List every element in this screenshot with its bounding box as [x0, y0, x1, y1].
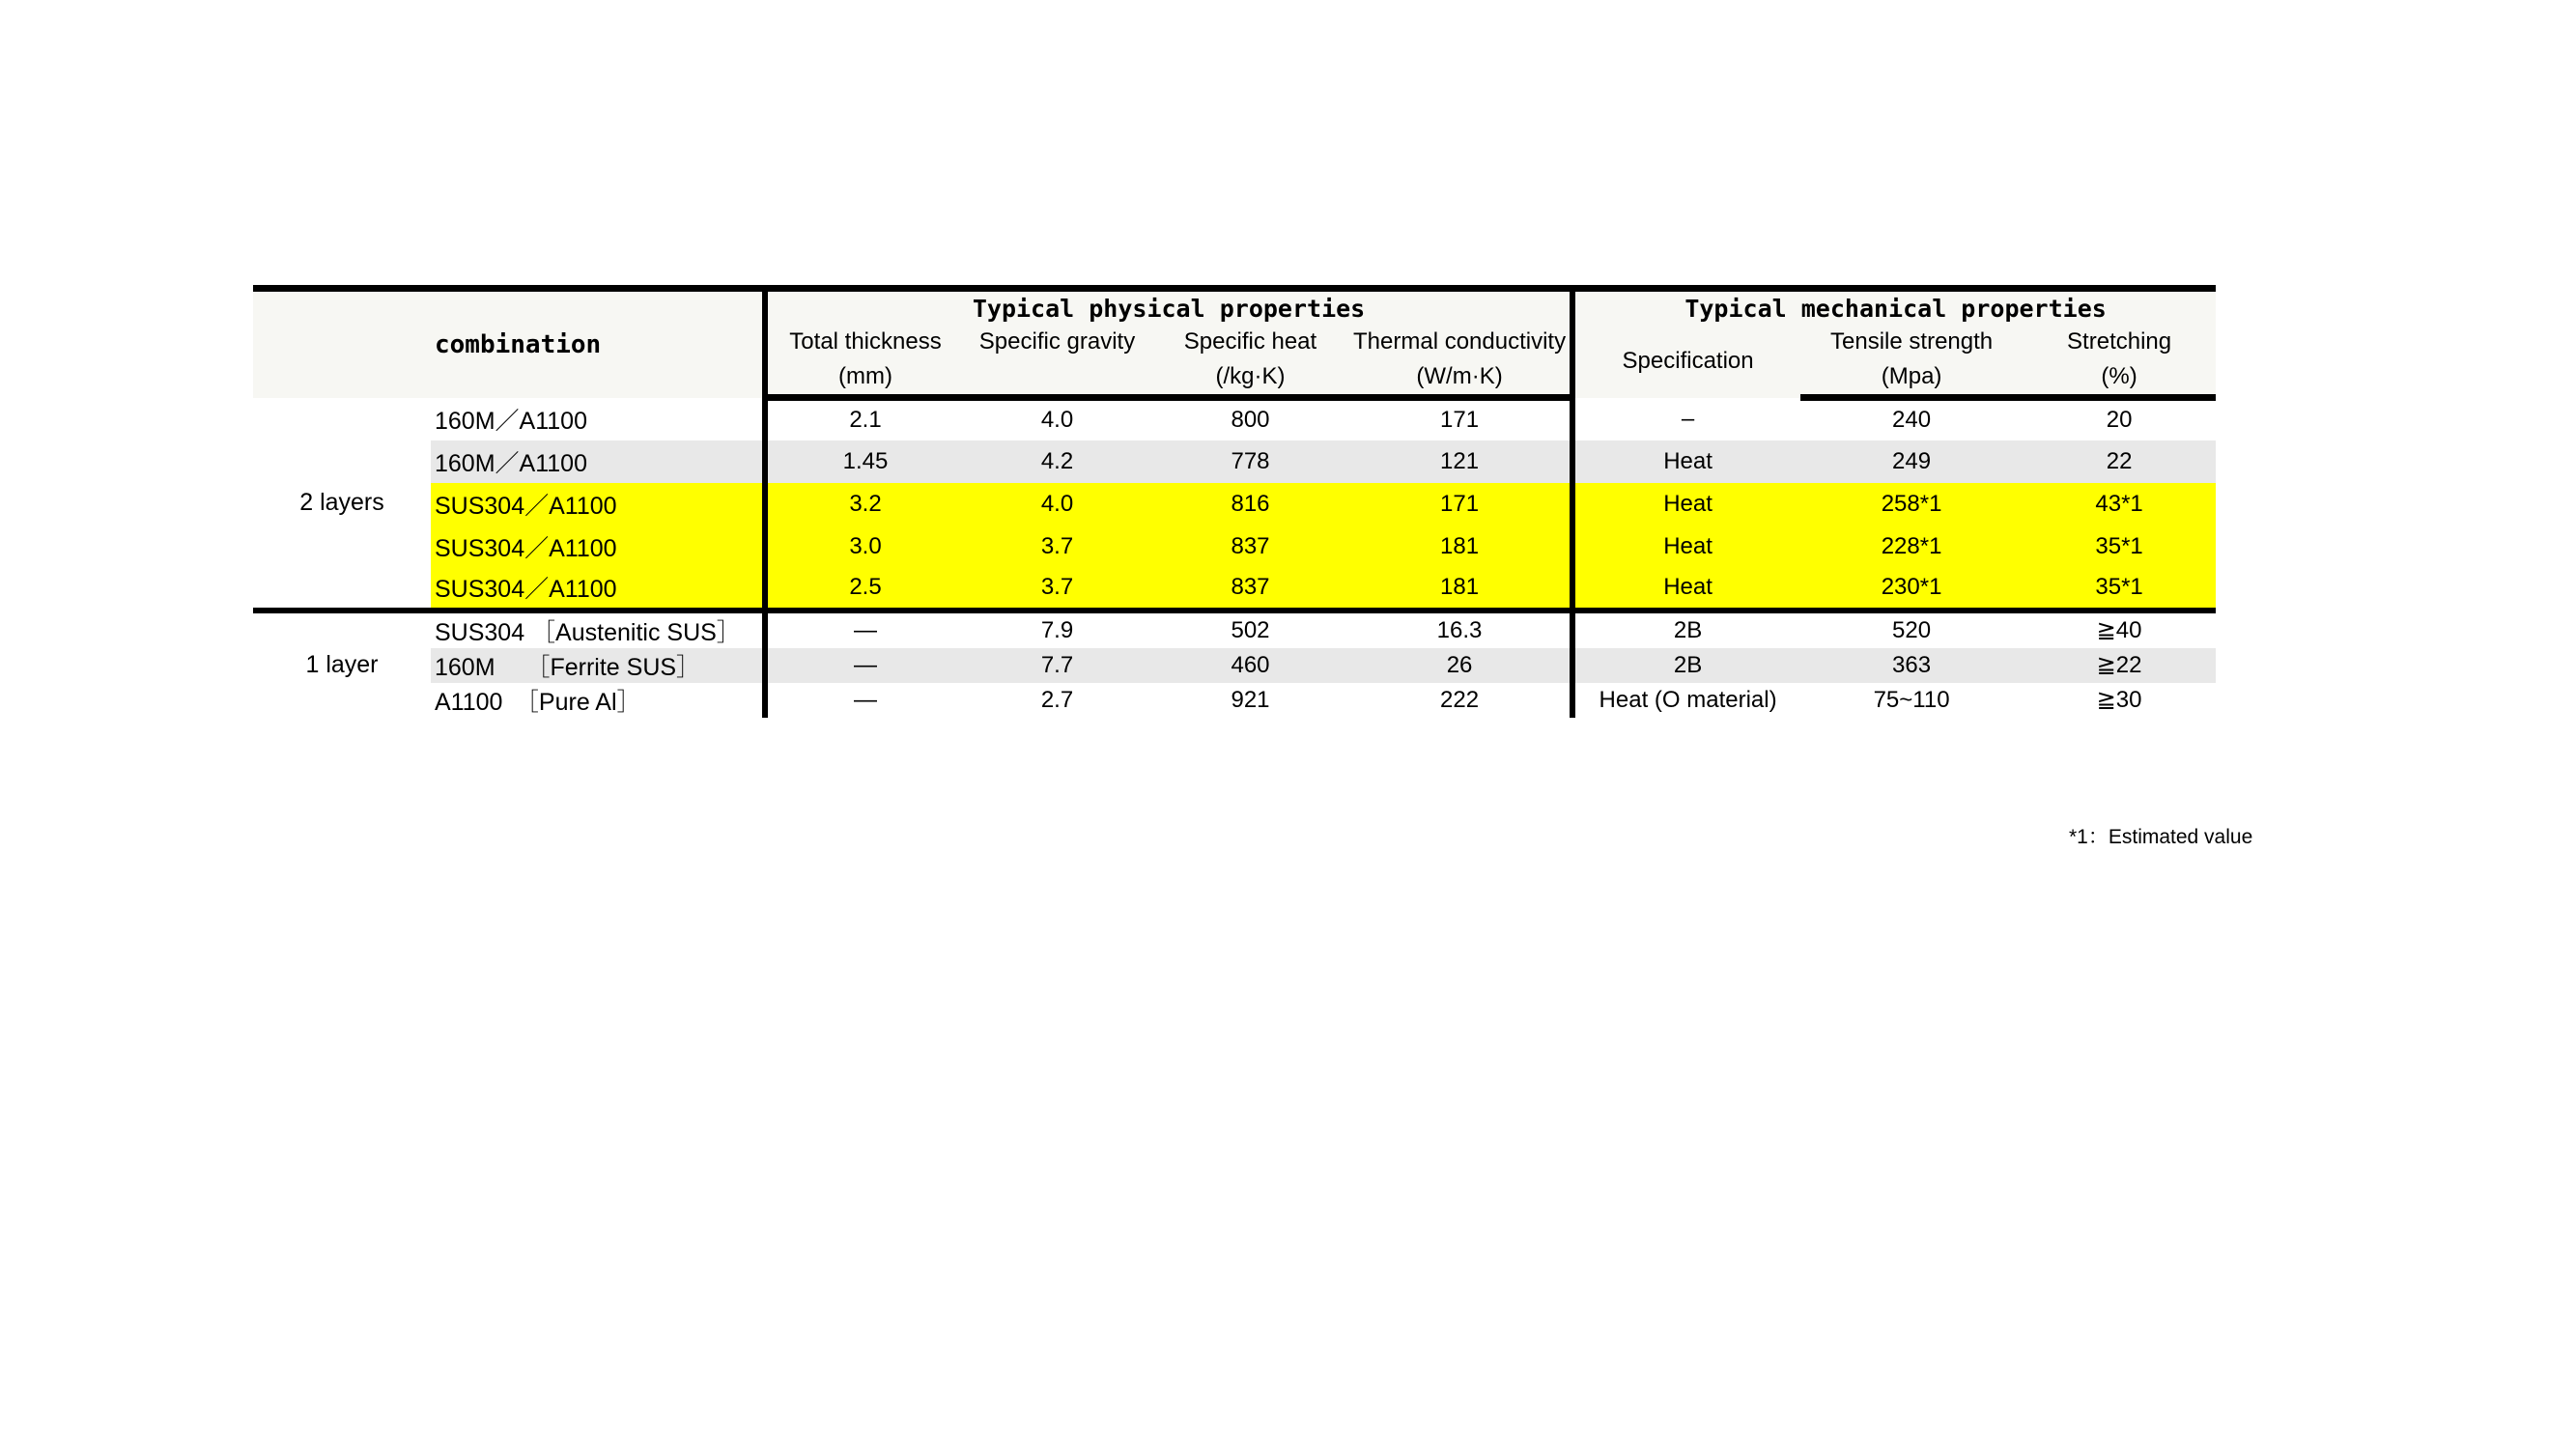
thickness-cell: — [765, 683, 963, 718]
combination-cell: 160M／A1100 [431, 440, 765, 483]
stretch-cell: ≧30 [2096, 687, 2142, 713]
spec-cell: – [1572, 398, 1800, 440]
spec-cell: 2B [1572, 611, 1800, 648]
thickness-cell: 2.5 [765, 568, 963, 611]
stretch-cell: 35*1 [2023, 568, 2216, 611]
one-layer-label: 1 layer [253, 611, 431, 718]
gravity-unit [963, 359, 1151, 398]
heat-cell: 800 [1231, 407, 1270, 434]
gravity-cell: 4.0 [963, 483, 1151, 526]
gravity-cell: 7.7 [963, 648, 1151, 683]
gravity-cell: 3.7 [963, 526, 1151, 568]
one-layer-group [253, 611, 2216, 718]
conductivity-cell: 222 [1440, 686, 1480, 713]
header-blank [253, 289, 431, 398]
table-row [253, 440, 2216, 483]
heat-cell: 837 [1151, 568, 1349, 611]
tensile-unit: (Mpa) [1800, 359, 2023, 398]
thickness-unit: (mm) [765, 359, 963, 398]
gravity-cell: 3.7 [963, 568, 1151, 611]
tensile-header: Tensile strength [1830, 328, 1994, 355]
stretch-cell: 43*1 [2023, 483, 2216, 526]
footnote: *1：Estimated value [2069, 826, 2253, 848]
tensile-cell: 228*1 [1800, 526, 2023, 568]
combination-cell: A1100 ［Pure Al］ [435, 688, 641, 716]
conductivity-cell: 16.3 [1349, 611, 1572, 648]
spec-header: Specification [1572, 325, 1800, 398]
spec-cell: 2B [1572, 648, 1800, 683]
gravity-header: Specific gravity [978, 328, 1136, 355]
table-row [253, 683, 2216, 718]
spec-cell: Heat [1572, 568, 1800, 611]
tensile-cell: 249 [1800, 440, 2023, 483]
heat-header: Specific heat [1183, 328, 1317, 355]
heat-cell: 460 [1151, 648, 1349, 683]
group-header-row [253, 289, 2216, 326]
spec-cell: Heat [1572, 526, 1800, 568]
heat-cell: 921 [1231, 686, 1270, 713]
combination-cell: SUS304／A1100 [431, 483, 765, 526]
combination-cell: SUS304／A1100 [431, 568, 765, 611]
table-row [253, 526, 2216, 568]
properties-table [253, 285, 2216, 718]
physical-properties-header: Typical physical properties [765, 289, 1572, 326]
thickness-cell: 2.1 [765, 398, 963, 440]
conductivity-cell: 121 [1349, 440, 1572, 483]
heat-cell: 816 [1151, 483, 1349, 526]
heat-unit: (/kg·K) [1151, 359, 1349, 398]
conductivity-cell: 171 [1440, 407, 1480, 434]
tensile-cell: 75~110 [1873, 686, 1950, 713]
thickness-cell: 3.0 [765, 526, 963, 568]
combination-cell: SUS304／A1100 [431, 526, 765, 568]
table-row [253, 648, 2216, 683]
combination-cell: SUS304 ［Austenitic SUS］ [431, 611, 765, 648]
two-layers-label: 2 layers [253, 398, 431, 611]
tensile-cell: 240 [1892, 407, 1932, 434]
gravity-cell: 4.2 [963, 440, 1151, 483]
heat-cell: 502 [1151, 611, 1349, 648]
gravity-cell: 7.9 [963, 611, 1151, 648]
table-row [253, 483, 2216, 526]
stretch-cell: 35*1 [2023, 526, 2216, 568]
two-layers-group [253, 398, 2216, 611]
spec-cell: Heat (O material) [1572, 683, 1800, 718]
stretch-header: Stretching [2067, 328, 2172, 355]
thickness-cell: 3.2 [765, 483, 963, 526]
table-row [253, 611, 2216, 648]
tensile-cell: 230*1 [1800, 568, 2023, 611]
conductivity-cell: 181 [1349, 526, 1572, 568]
spec-cell: Heat [1572, 483, 1800, 526]
conductivity-cell: 26 [1349, 648, 1572, 683]
stretch-unit: (%) [2023, 359, 2216, 398]
combination-cell: 160M／A1100 [435, 407, 587, 435]
spec-cell: Heat [1572, 440, 1800, 483]
gravity-cell: 4.0 [1040, 407, 1074, 434]
conductivity-unit: (W/m·K) [1349, 359, 1572, 398]
thickness-cell: 1.45 [765, 440, 963, 483]
combination-cell: 160M ［Ferrite SUS］ [431, 648, 765, 683]
heat-cell: 778 [1151, 440, 1349, 483]
tensile-cell: 520 [1800, 611, 2023, 648]
stretch-cell: ≧22 [2023, 648, 2216, 683]
table-row [253, 568, 2216, 611]
thickness-cell: — [765, 611, 963, 648]
stretch-cell: ≧40 [2023, 611, 2216, 648]
mechanical-properties-header: Typical mechanical properties [1572, 289, 2216, 326]
thickness-cell: — [765, 648, 963, 683]
tensile-cell: 258*1 [1800, 483, 2023, 526]
gravity-cell: 2.7 [1040, 686, 1074, 713]
heat-cell: 837 [1151, 526, 1349, 568]
conductivity-cell: 171 [1349, 483, 1572, 526]
stretch-cell: 22 [2023, 440, 2216, 483]
stretch-cell: 20 [2106, 407, 2133, 434]
table-row [253, 398, 2216, 440]
thickness-header: Total thickness [765, 325, 963, 359]
tensile-cell: 363 [1800, 648, 2023, 683]
conductivity-cell: 181 [1349, 568, 1572, 611]
combination-header: combination [431, 289, 765, 398]
conductivity-header: Thermal conductivity [1353, 328, 1567, 355]
